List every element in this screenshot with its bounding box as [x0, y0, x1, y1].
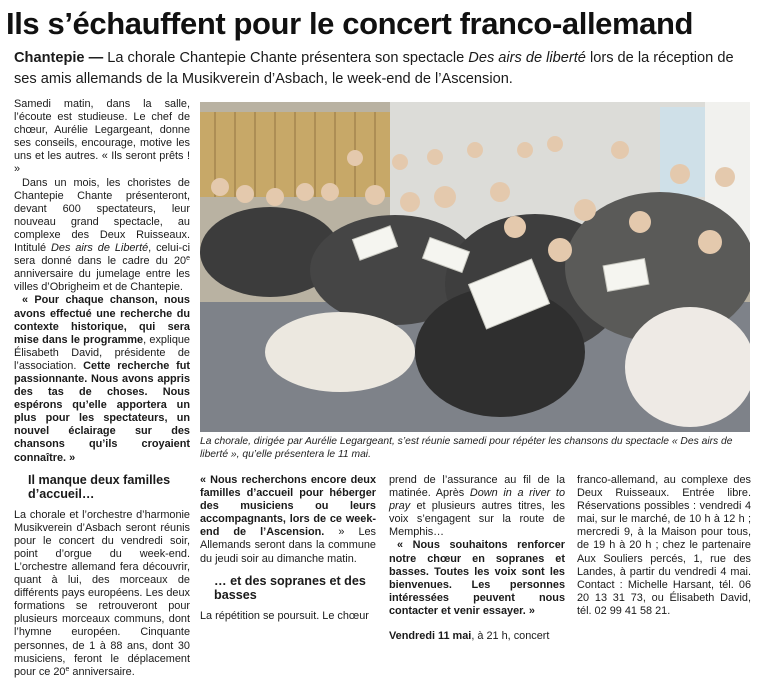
paragraph-spectacle: Dans un mois, les choristes de Chantepie Chante présenteront, devant 600 spectateurs, leur nouveau grand spectacle, au complexe des Deux Ruisseaux. Intitulé Des airs de Liberté, celui-ci sera donné dans le cadre du 20e anniversaire du jumelage entre les villes d’Obrigheim et de Chantepie.	[14, 176, 191, 294]
subhead-familles: Il manque deux familles d’accueil…	[28, 472, 171, 501]
chorale-photo	[200, 102, 750, 432]
dateline: Chantepie —	[14, 50, 104, 66]
paragraph-memphis: prend de l’assurance au fil de la matinée. Après Down in a river to pray et plusieurs autres titres, les voix s’engagent sur la route de Memphis…	[389, 474, 565, 539]
lede-text-2: lors de la réception de ses amis allemands de la Musikverein d’Asbach, le week-end de l’Ascension.	[14, 50, 734, 87]
chorale-photo-illustration	[200, 102, 750, 432]
article-headline: Ils s’échauffent pour le concert franco-allemand	[6, 6, 694, 41]
photo-caption: La chorale, dirigée par Aurélie Legargeant, s’est réunie samedi pour répéter les chansons du spectacle « Des airs de liberté », qu’elle présentera le 11 mai.	[200, 436, 733, 460]
paragraph-repetition: La répétition se poursuit. Le chœur	[200, 609, 369, 622]
paragraph-quote-president: « Pour chaque chanson, nous avons effectué une recherche du contexte historique, qui sera mise dans le programme, explique Élisabeth David, présidente de l’association. Cette recherche fut passionnante. Nous avons appris des tas de choses. Nous espérons qu’elle apportera un plus pour les spectateurs, un nouvel éclairage sur des chansons qu’ils croyaient connaître. »	[14, 294, 190, 464]
paragraph-concert: La chorale et l’orchestre d’harmonie Musikverein d’Asbach seront réunis pour le concert du vendredi soir, point d’orgue du week-end. L’orchestre allemand fera découvrir, quant à lui, des morceaux de différents pays européens. Les deux formations se retrouveront pour plusieurs morceaux communs, dont l’hymne européen. Cinquante personnes, de 1 à 88 ans, dont 30 musiciens, feront le déplacement pour ce 20e anniversaire.	[14, 508, 190, 678]
paragraph-quote-voix: « Nous souhaitons renforcer notre chœur en sopranes et basses. Toutes les voix sont les bienvenues. Les personnes intéressées peuvent nous contacter et venir essayer. »	[389, 539, 565, 617]
paragraph-infos-pratiques: franco-allemand, au complexe des Deux Ruisseaux. Entrée libre. Réservations possibles : vendredi 4 mai, sur le marché, de 10 h à 12 h ; mercredi 9, à la Maison pour tous, de 19 h à 20 h ; chez le partenaire Aux Souliers percés, 1, rue des Landes, à partir du vendredi 4 mai. Contact : Michelle Harsant, tél. 06 20 13 31 73, ou Élisabeth David, tél. 02 99 41 58 21.	[577, 474, 751, 617]
paragraph-familles: « Nous recherchons encore deux familles d’accueil pour héberger des musiciens ou leurs accompagnants, lors de ce week-end de l’Ascension. » Les Allemands seront dans la commune du jeudi soir au dimanche matin.	[200, 474, 377, 565]
lede-show-title: Des airs de liberté	[468, 50, 586, 66]
subhead-sopranes: … et des sopranes et des basses	[214, 573, 366, 602]
paragraph-intro: Samedi matin, dans la salle, l’écoute est studieuse. Le chef de chœur, Aurélie Legargeant, donne ses conseils, encourage, motive les uns et les autres. « Ils seront prêts ! »	[14, 98, 190, 176]
column-1	[14, 98, 190, 679]
paragraph-date: Vendredi 11 mai, à 21 h, concert	[389, 630, 550, 643]
column-3	[389, 474, 565, 643]
article-lede	[14, 48, 754, 90]
column-4	[577, 474, 751, 618]
column-2	[200, 474, 376, 623]
lede-text-1: La chorale Chantepie Chante présentera son spectacle	[103, 50, 469, 66]
